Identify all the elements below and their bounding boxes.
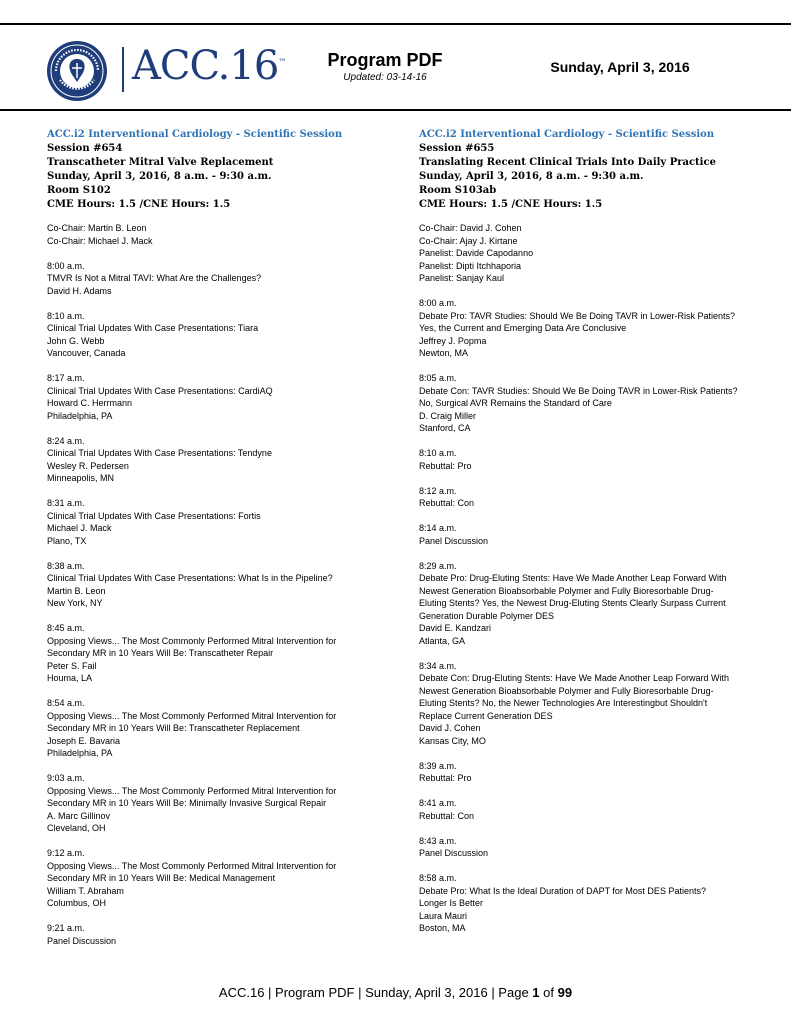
agenda-line: Opposing Views... The Most Commonly Performed Mitral Intervention for (47, 635, 337, 646)
agenda-time: 8:12 a.m. (419, 485, 457, 496)
agenda-item (47, 310, 392, 360)
agenda-line: Debate Con: Drug-Eluting Stents: Have We Made Another Leap Forward With (419, 673, 729, 683)
agenda-item (419, 760, 764, 785)
session-datetime: Sunday, April 3, 2016, 8 a.m. - 9:30 a.m. (47, 171, 272, 182)
agenda-time: 8:58 a.m. (419, 873, 457, 883)
agenda-line: William T. Abraham (47, 885, 124, 896)
agenda-line: Clinical Trial Updates With Case Presentations: Tendyne (47, 448, 272, 458)
agenda-line: Eluting Stents? No, the Newer Technologies Are Interestingbut Shouldn't (419, 698, 708, 708)
agenda-line: Houma, LA (47, 673, 93, 683)
chair-name: Panelist: Sanjay Kaul (419, 273, 505, 283)
agenda-line: Howard C. Herrmann (47, 398, 133, 408)
agenda-time: 8:17 a.m. (47, 373, 85, 383)
agenda-line: Wesley R. Pedersen (47, 460, 129, 471)
footer-of: of (539, 985, 558, 1000)
agenda-line: Debate Pro: Drug-Eluting Stents: Have We Made Another Leap Forward With (419, 573, 727, 583)
chair-name: Co-Chair: Ajay J. Kirtane (419, 235, 518, 246)
session-datetime: Sunday, April 3, 2016, 8 a.m. - 9:30 a.m. (419, 171, 644, 182)
agenda-line: Secondary MR in 10 Years Will Be: Medical Management (47, 873, 276, 883)
agenda-line: Opposing Views... The Most Commonly Performed Mitral Intervention for (47, 710, 337, 721)
header-top-rule (0, 23, 791, 25)
agenda-line: Yes, the Current and Emerging Data Are Conclusive (419, 323, 627, 333)
agenda-line: Michael J. Mack (47, 523, 112, 533)
acc16-logo (44, 40, 284, 100)
agenda-line: Philadelphia, PA (47, 748, 113, 758)
session-category: ACC.i2 Interventional Cardiology - Scientific Session (47, 129, 343, 140)
agenda-line: Minneapolis, MN (47, 473, 115, 483)
agenda-line: Rebuttal: Pro (419, 773, 472, 783)
footer-text: ACC.16 | Program PDF | Sunday, April 3, 2016 | Page (218, 985, 533, 1000)
agenda-time: 8:39 a.m. (419, 760, 457, 771)
session-room: Room S102 (47, 185, 111, 196)
agenda-item (47, 260, 392, 298)
agenda-time: 8:24 a.m. (47, 435, 85, 446)
agenda-line: Replace Current Generation DES (419, 710, 553, 721)
agenda-item (419, 872, 764, 935)
agenda-line: Rebuttal: Con (419, 498, 475, 508)
session-cme-hours: CME Hours: 1.5 /CNE Hours: 1.5 (419, 199, 603, 210)
agenda-time: 8:38 a.m. (47, 560, 85, 571)
agenda-item (47, 697, 392, 760)
agenda-time: 8:05 a.m. (419, 373, 457, 383)
agenda-line: Newest Generation Bioabsorbable Polymer and Fully Bioresorbable Drug- (419, 585, 714, 596)
agenda-item (419, 560, 764, 648)
agenda-item (47, 435, 392, 485)
session-column-right (419, 128, 764, 935)
agenda-item (47, 372, 392, 422)
footer-page-total: 99 (557, 985, 573, 1000)
agenda-time: 9:03 a.m. (47, 773, 85, 783)
agenda-item (47, 497, 392, 547)
agenda-item (47, 560, 392, 610)
agenda-line: Laura Mauri (419, 910, 468, 921)
page-footer (0, 985, 791, 1000)
agenda-time: 9:12 a.m. (47, 848, 85, 858)
header-bottom-rule (0, 109, 791, 111)
agenda-line: Plano, TX (47, 535, 87, 546)
session-header (419, 128, 764, 212)
agenda-line: Newton, MA (419, 348, 469, 358)
session-number: Session #655 (419, 143, 495, 154)
agenda-line: Atlanta, GA (419, 635, 466, 646)
agenda-line: Peter S. Fail (47, 660, 97, 671)
agenda-line: Panel Discussion (419, 848, 489, 858)
agenda-line: Jeffrey J. Popma (419, 335, 487, 346)
logo-divider (122, 47, 124, 92)
agenda-line: Secondary MR in 10 Years Will Be: Transcatheter Replacement (47, 723, 300, 733)
session-column-left (47, 128, 392, 947)
agenda-line: Martin B. Leon (47, 585, 106, 596)
agenda-line: Vancouver, Canada (47, 348, 126, 358)
agenda-line: New York, NY (47, 598, 103, 608)
session-chairs (47, 222, 392, 247)
agenda-line: TMVR Is Not a Mitral TAVI: What Are the Challenges? (47, 273, 262, 283)
agenda-line: Longer Is Better (419, 898, 484, 908)
session-chairs (419, 222, 764, 285)
session-category: ACC.i2 Interventional Cardiology - Scientific Session (419, 129, 715, 140)
agenda-time: 8:43 a.m. (419, 835, 457, 846)
agenda-line: Kansas City, MO (419, 735, 486, 746)
agenda-item (47, 922, 392, 947)
acc-seal-icon (46, 40, 108, 102)
agenda-time: 8:31 a.m. (47, 498, 85, 508)
session-title: Translating Recent Clinical Trials Into Daily Practice (419, 157, 716, 168)
agenda-line: D. Craig Miller (419, 410, 477, 421)
agenda-line: Stanford, CA (419, 423, 471, 433)
agenda-time: 8:41 a.m. (419, 798, 457, 808)
agenda-line: Philadelphia, PA (47, 410, 113, 421)
session-room: Room S103ab (419, 185, 497, 196)
chair-name: Co-Chair: Martin B. Leon (47, 223, 147, 233)
agenda-time: 8:29 a.m. (419, 560, 457, 571)
agenda-item (419, 485, 764, 510)
agenda-line: David J. Cohen (419, 723, 481, 733)
agenda-line: No, Surgical AVR Remains the Standard of Care (419, 398, 612, 408)
agenda-line: Secondary MR in 10 Years Will Be: Minimally Invasive Surgical Repair (47, 798, 327, 808)
agenda-line: Boston, MA (419, 923, 466, 933)
agenda-line: Newest Generation Bioabsorbable Polymer and Fully Bioresorbable Drug- (419, 685, 714, 696)
agenda-time: 8:14 a.m. (419, 523, 457, 533)
agenda-line: Opposing Views... The Most Commonly Performed Mitral Intervention for (47, 785, 337, 796)
agenda-item (419, 522, 764, 547)
agenda-item (419, 447, 764, 472)
agenda-line: Panel Discussion (419, 535, 489, 546)
footer-page-number: 1 (532, 985, 540, 1000)
session-header (47, 128, 392, 212)
agenda-time: 8:34 a.m. (419, 660, 457, 671)
agenda-line: Columbus, OH (47, 898, 107, 908)
agenda-line: David H. Adams (47, 285, 112, 296)
agenda-line: Clinical Trial Updates With Case Presentations: What Is in the Pipeline? (47, 573, 333, 583)
agenda-time: 8:10 a.m. (47, 310, 85, 321)
agenda-line: Debate Con: TAVR Studies: Should We Be Doing TAVR in Lower-Risk Patients? (419, 385, 738, 396)
program-date: Sunday, April 3, 2016 (550, 59, 690, 75)
agenda-line: John G. Webb (47, 335, 105, 346)
chair-name: Co-Chair: David J. Cohen (419, 223, 522, 233)
agenda-line: David E. Kandzari (419, 623, 492, 633)
agenda-line: Opposing Views... The Most Commonly Performed Mitral Intervention for (47, 860, 337, 871)
agenda-item (419, 372, 764, 435)
agenda-time: 8:45 a.m. (47, 623, 85, 633)
agenda-line: Panel Discussion (47, 935, 117, 946)
session-cme-hours: CME Hours: 1.5 /CNE Hours: 1.5 (47, 199, 231, 210)
agenda-time: 8:54 a.m. (47, 698, 85, 708)
agenda-line: Clinical Trial Updates With Case Presentations: CardiAQ (47, 385, 273, 396)
logo-wordmark: ACC.16™ (132, 43, 286, 89)
agenda-time: 8:00 a.m. (47, 260, 85, 271)
agenda-line: A. Marc Gillinov (47, 810, 111, 821)
agenda-time: 8:10 a.m. (419, 448, 457, 458)
updated-date: Updated: 03-14-16 (343, 72, 427, 83)
session-number: Session #654 (47, 143, 123, 154)
agenda-line: Secondary MR in 10 Years Will Be: Transcatheter Repair (47, 648, 274, 658)
page-title: Program PDF (327, 50, 443, 70)
agenda-line: Rebuttal: Pro (419, 460, 472, 471)
agenda-line: Debate Pro: What Is the Ideal Duration of DAPT for Most DES Patients? (419, 885, 706, 896)
agenda-line: Generation Durable Polymer DES (419, 610, 555, 621)
agenda-line: Eluting Stents? Yes, the Newest Drug-Eluting Stents Clearly Surpass Current (419, 598, 726, 608)
agenda-line: Rebuttal: Con (419, 810, 475, 821)
chair-name: Panelist: Davide Capodanno (419, 248, 534, 258)
agenda-time: 9:21 a.m. (47, 923, 85, 933)
agenda-item (419, 835, 764, 860)
session-title: Transcatheter Mitral Valve Replacement (47, 157, 274, 168)
agenda-item (47, 622, 392, 685)
agenda-line: Debate Pro: TAVR Studies: Should We Be Doing TAVR in Lower-Risk Patients? (419, 310, 735, 321)
agenda-item (419, 660, 764, 748)
agenda-time: 8:00 a.m. (419, 298, 457, 308)
agenda-item (47, 772, 392, 835)
agenda-line: Clinical Trial Updates With Case Presentations: Fortis (47, 510, 261, 521)
chair-name: Co-Chair: Michael J. Mack (47, 235, 153, 246)
agenda-item (47, 847, 392, 910)
agenda-line: Joseph E. Bavaria (47, 735, 121, 746)
agenda-item (419, 297, 764, 360)
agenda-item (419, 797, 764, 822)
chair-name: Panelist: Dipti Itchhaporia (419, 260, 522, 271)
agenda-line: Clinical Trial Updates With Case Presentations: Tiara (47, 323, 259, 333)
agenda-line: Cleveland, OH (47, 823, 106, 833)
